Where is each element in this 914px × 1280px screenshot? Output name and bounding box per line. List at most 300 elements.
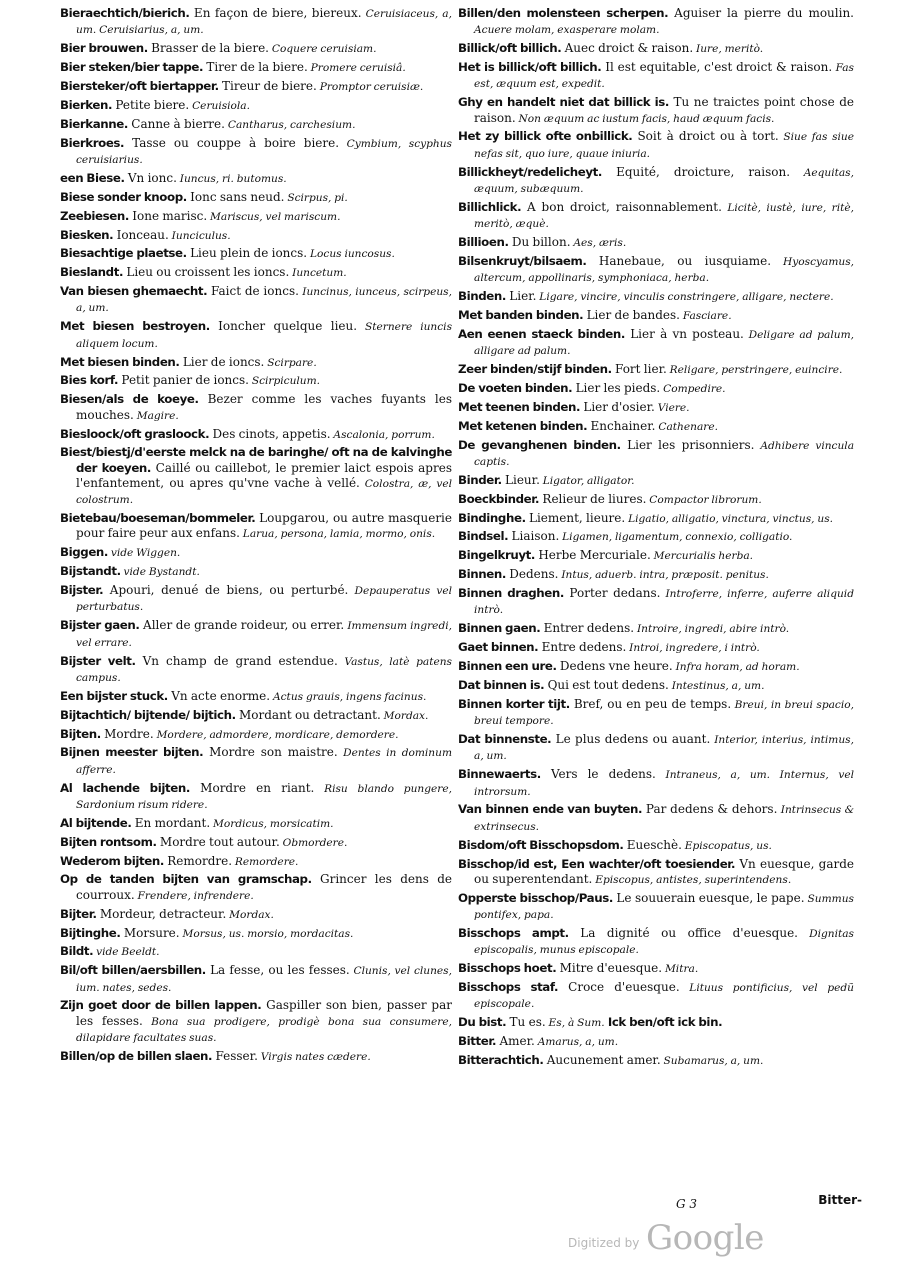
- entry-headword: Bilsenkruyt/bilsaem.: [458, 253, 587, 268]
- entry-french: Lier d'osier.: [580, 399, 655, 414]
- entry-latin: vide Wiggen.: [108, 547, 181, 560]
- entry-latin: Mordax.: [226, 908, 274, 921]
- entry-headword: Bijnen meester bijten.: [60, 745, 204, 760]
- entry-latin: Magire.: [133, 409, 179, 422]
- dictionary-entry: [458, 1015, 854, 1031]
- entry-latin: Locus iuncosus.: [307, 248, 395, 261]
- entry-french: Mitre d'euesque.: [556, 961, 663, 976]
- entry-french: Le souuerain euesque, le pape.: [612, 890, 805, 905]
- entry-latin: Morsus, us. morsio, mordacitas.: [179, 927, 354, 940]
- dictionary-entry: [458, 1034, 854, 1050]
- dictionary-entry: [60, 583, 452, 616]
- entry-latin: Ligare, vincire, vinculis constringere, alligare, nectere.: [536, 291, 834, 304]
- google-watermark: [568, 1218, 868, 1262]
- entry-french: Par dedens & dehors.: [642, 802, 778, 817]
- dictionary-entry: [60, 963, 452, 996]
- dictionary-entry: [60, 190, 452, 206]
- entry-headword: Bier steken/bier tappe.: [60, 60, 204, 75]
- dictionary-entry: [458, 327, 854, 360]
- entry-latin: Colostra, æ, vel colostrum.: [76, 478, 452, 507]
- entry-french: Tu es.: [506, 1015, 546, 1030]
- entry-headword: De voeten binden.: [458, 380, 573, 395]
- entry-french: Enchainer.: [587, 418, 656, 433]
- dictionary-entry: [458, 492, 854, 508]
- entry-latin: Ligator, alligator.: [539, 474, 635, 487]
- entry-latin: Introferre, inferre, auferre aliquid intrò.: [474, 588, 854, 617]
- dictionary-entry: [458, 308, 854, 324]
- entry-french: Aguiser la pierre du moulin.: [668, 6, 854, 20]
- entry-latin: Iuncinus, iunceus, scirpeus, a, um.: [76, 286, 452, 315]
- entry-french: Mordeur, detracteur.: [96, 906, 227, 921]
- dictionary-entry: [458, 381, 854, 397]
- entry-latin: Mordere, admordere, mordicare, demordere.: [153, 728, 399, 741]
- entry-latin: Subamarus, a, um.: [660, 1054, 764, 1067]
- entry-headword: Biersteker/oft biertapper.: [60, 78, 219, 93]
- dictionary-entry: [60, 6, 452, 39]
- watermark-small-text: Digitized by: [568, 1236, 640, 1250]
- entry-headword: Een bijster stuck.: [60, 688, 168, 703]
- entry-french: Gaspiller son bien, passer par les fesses.: [76, 998, 452, 1028]
- entry-headword: Het zy billick ofte onbillick.: [458, 129, 633, 144]
- entry-latin: Promptor ceruisiæ.: [316, 80, 424, 93]
- entry-french: Bref, ou en peu de temps.: [569, 696, 732, 711]
- entry-latin: Fas est, æquum est, expedit.: [474, 62, 854, 91]
- entry-headword: Bijten.: [60, 726, 101, 741]
- entry-headword: Gaet binnen.: [458, 640, 539, 655]
- dictionary-entry: [458, 697, 854, 730]
- entry-latin: Scirpiculum.: [248, 375, 321, 388]
- entry-latin: Scirpare.: [264, 356, 317, 369]
- dictionary-entry: [60, 117, 452, 133]
- entry-headword: Binden.: [458, 289, 506, 304]
- entry-headword: Opperste bisschop/Paus.: [458, 890, 613, 905]
- entry-french: Ione marisc.: [128, 208, 208, 223]
- dictionary-entry: [458, 165, 854, 198]
- entry-latin: Summus pontifex, papa.: [474, 892, 854, 922]
- entry-latin: vide Beeldt.: [93, 946, 160, 959]
- dictionary-entry: [458, 926, 854, 959]
- entry-french: Auec droict & raison.: [561, 41, 694, 56]
- entry-french: Ioncher quelque lieu.: [209, 319, 358, 334]
- entry-french: Ionceau.: [113, 227, 169, 242]
- entry-latin: Immensum ingredi, vel errare.: [76, 620, 452, 649]
- entry-latin: vide Bystandt.: [120, 566, 200, 579]
- dictionary-entry: [60, 60, 452, 76]
- entry-headword: Bierken.: [60, 97, 113, 112]
- entry-french: Herbe Mercuriale.: [535, 548, 651, 563]
- entry-french: Lier de bandes.: [583, 307, 680, 322]
- entry-french: La fesse, ou les fesses.: [205, 963, 350, 978]
- entry-french: Lier les pieds.: [572, 380, 661, 395]
- entry-headword: Bisschop/id est, Een wachter/oft toesiender.: [458, 856, 736, 871]
- dictionary-entry: [60, 835, 452, 851]
- entry-headword: Bindinghe.: [458, 510, 526, 525]
- entry-headword: Bietebau/boeseman/bommeler.: [60, 511, 256, 526]
- entry-latin: Amarus, a, um.: [534, 1036, 619, 1049]
- entry-french: Entrer dedens.: [540, 621, 635, 636]
- entry-latin: Remordere.: [232, 855, 299, 868]
- entry-headword: Bierkroes.: [60, 135, 125, 150]
- entry-headword: Bijter.: [60, 906, 97, 921]
- entry-french: Vn acte enorme.: [167, 688, 271, 703]
- entry-headword: Al bijtende.: [60, 815, 132, 830]
- dictionary-entry: [458, 621, 854, 637]
- entry-latin: Bona sua prodigere, prodigè bona sua consumere, dilapidare facultates suas.: [76, 1015, 452, 1045]
- dictionary-entry: [458, 529, 854, 545]
- entry-latin: Cantharus, carchesium.: [224, 118, 356, 131]
- entry-headword: Biesloock/oft grasloock.: [60, 426, 210, 441]
- dictionary-entry: [60, 944, 452, 960]
- entry-latin: Introire, ingredi, abire intrò.: [634, 623, 790, 636]
- dictionary-entry: [60, 745, 452, 778]
- dictionary-entry: [60, 228, 452, 244]
- entry-french: Lieu plein de ioncs.: [186, 246, 308, 261]
- entry-headword: Met biesen bestroyen.: [60, 319, 210, 334]
- entry-headword: Bierkanne.: [60, 116, 128, 131]
- entry-latin: Iuncus, ri. butomus.: [176, 172, 287, 185]
- entry-french: Apouri, denué de biens, ou perturbé.: [103, 583, 349, 598]
- dictionary-entry: [458, 438, 854, 471]
- entry-latin: Mordax.: [380, 709, 429, 722]
- dictionary-entry: [458, 362, 854, 378]
- entry-headword: Met ketenen binden.: [458, 418, 588, 433]
- entry-french: Canne à bierre.: [127, 116, 225, 131]
- entry-headword: Binnen een ure.: [458, 659, 557, 674]
- entry-headword: Billickheyt/redelicheyt.: [458, 164, 602, 179]
- entry-headword: Van biesen ghemaecht.: [60, 284, 208, 299]
- entry-french: Qui est tout dedens.: [544, 678, 669, 693]
- dictionary-entry: [458, 586, 854, 619]
- entry-latin: Depauperatus vel perturbatus.: [76, 585, 452, 614]
- entry-french: Faict de ioncs.: [207, 284, 299, 299]
- dictionary-entry: [458, 732, 854, 765]
- entry-french: Lieu ou croissent les ioncs.: [123, 265, 290, 280]
- entry-latin: Breui, in breui spacio, breui tempore.: [474, 698, 855, 728]
- entry-french: Lier à vn posteau.: [624, 326, 744, 341]
- dictionary-entry: [60, 319, 452, 352]
- entry-headword: Bijten rontsom.: [60, 834, 157, 849]
- dictionary-entry: [458, 129, 854, 162]
- dictionary-entry: [458, 60, 854, 93]
- entry-french: Lier de ioncs.: [179, 354, 265, 369]
- entry-latin: Ascalonia, porrum.: [330, 428, 435, 441]
- entry-latin: Licitè, iustè, iure, ritè, meritò, æquè.: [474, 201, 854, 231]
- watermark-logo-text: Google: [646, 1218, 764, 1258]
- entry-latin: Intestinus, a, um.: [668, 680, 765, 693]
- entry-headword: Billen/den molensteen scherpen.: [458, 6, 669, 20]
- entry-latin: Clunis, vel clunes, ium. nates, sedes.: [76, 965, 452, 994]
- entry-french: Tu ne traictes point chose de raison.: [474, 95, 854, 125]
- dictionary-entry: [60, 373, 452, 389]
- dictionary-entry: [458, 678, 854, 694]
- entry-french: Ionc sans neud.: [186, 189, 285, 204]
- catchword: Bitter-: [818, 1193, 862, 1207]
- entry-french: Tirer de la biere.: [203, 60, 308, 75]
- dictionary-entry: [458, 1053, 854, 1069]
- dictionary-entry: [60, 392, 452, 424]
- dictionary-entry: [60, 98, 452, 114]
- dictionary-entry: [60, 618, 452, 651]
- entry-headword: Van binnen ende van buyten.: [458, 802, 643, 817]
- dictionary-entry: [60, 355, 452, 371]
- entry-french: Fesser.: [212, 1048, 258, 1063]
- entry-headword: Biggen.: [60, 545, 109, 560]
- entry-headword: Binnewaerts.: [458, 767, 541, 782]
- entry-headword: Aen eenen staeck binden.: [458, 326, 625, 341]
- entry-headword: Bijtinghe.: [60, 925, 121, 940]
- dictionary-entry: [458, 200, 854, 233]
- entry-headword: Al lachende bijten.: [60, 780, 190, 795]
- entry-french: Vn ionc.: [124, 170, 177, 185]
- entry-latin: Scirpus, pi.: [284, 191, 348, 204]
- entry-latin: Mitra.: [662, 963, 699, 976]
- entry-latin: Larua, persona, lamia, mormo, onis.: [239, 528, 436, 541]
- entry-latin: Aequitas, æquum, subæquum.: [474, 166, 854, 195]
- entry-headword: Bindsel.: [458, 529, 509, 544]
- entry-french: Mordre tout autour.: [156, 834, 280, 849]
- dictionary-entry: [60, 545, 452, 561]
- dictionary-entry: [458, 400, 854, 416]
- entry-latin: Ceruisiola.: [189, 99, 250, 112]
- entry-french: Grincer les dens de courroux.: [76, 872, 452, 902]
- entry-latin: Intus, aduerb. intra, præposit. penitus.: [558, 569, 769, 582]
- entry-french: En mordant.: [131, 815, 211, 830]
- entry-headword: Op de tanden bijten van gramschap.: [60, 872, 312, 887]
- entry-french: Du billon.: [508, 235, 571, 250]
- dictionary-entry: [60, 727, 452, 743]
- dictionary-entry: [60, 781, 452, 814]
- entry-latin: Fasciare.: [679, 309, 732, 322]
- entry-french: Liaison.: [508, 529, 560, 544]
- entry-headword: Bitter.: [458, 1034, 497, 1049]
- entry-french: Remordre.: [163, 853, 233, 868]
- page-signature: G 3: [676, 1197, 698, 1211]
- dictionary-entry: [60, 284, 452, 317]
- entry-latin: Deligare ad palum, alligare ad palum.: [474, 328, 854, 358]
- entry-latin: Frendere, infrendere.: [134, 889, 254, 902]
- entry-headword: Met biesen binden.: [60, 354, 180, 369]
- dictionary-entry: [458, 980, 854, 1013]
- dictionary-entry: [60, 79, 452, 95]
- entry-french: Des cinots, appetis.: [209, 426, 331, 441]
- entry-latin: Siue fas siue nefas sit, quo iure, quaue iniuria.: [474, 131, 854, 160]
- entry-headword: Dat binnen is.: [458, 678, 545, 693]
- entry-headword: Du bist.: [458, 1015, 507, 1030]
- dictionary-entry: [458, 41, 854, 57]
- entry-french: Le plus dedens ou auant.: [551, 732, 711, 747]
- dictionary-entry: [60, 209, 452, 225]
- entry-headword: Bier brouwen.: [60, 41, 148, 56]
- entry-french: Dedens.: [505, 567, 559, 582]
- entry-french: Petit panier de ioncs.: [118, 373, 249, 388]
- entry-headword: Zeebiesen.: [60, 208, 129, 223]
- entry-headword: Bijtachtich/ bijtende/ bijtich.: [60, 707, 236, 722]
- dictionary-entry: [458, 289, 854, 305]
- dictionary-entry: [458, 659, 854, 675]
- entry-french: Loupgarou, ou autre masquerie pour faire peur aux enfans.: [76, 511, 452, 541]
- entry-headword: Wederom bijten.: [60, 853, 164, 868]
- entry-french: Croce d'euesque.: [558, 980, 680, 994]
- entry-latin: Risu blando pungere, Sardonium risum ridere.: [76, 782, 452, 811]
- entry-latin: Aes, æris.: [570, 237, 627, 250]
- entry-french: Aller de grande roideur, ou errer.: [139, 618, 345, 633]
- entry-french: La dignité ou office d'euesque.: [568, 925, 798, 940]
- entry-latin: Cathenare.: [655, 420, 718, 433]
- entry-headword: Bijster.: [60, 583, 104, 598]
- entry-french: Liement, lieure.: [525, 510, 626, 525]
- dictionary-entry: [458, 254, 854, 287]
- entry-headword: Bijster velt.: [60, 653, 136, 668]
- entry-headword: Biesen/als de koeye.: [60, 392, 199, 407]
- dictionary-entry: [60, 445, 452, 508]
- entry-latin: Es, à Sum.: [545, 1017, 605, 1030]
- entry-latin: Iunciculus.: [168, 229, 231, 242]
- entry-headword: Binnen korter tijt.: [458, 696, 570, 711]
- entry-headword: Biest/biestj/d'eerste melck na de baringhe/ oft na de kalvinghe der koeyen.: [60, 445, 452, 475]
- entry-headword: Zeer binden/stijf binden.: [458, 362, 612, 377]
- dictionary-entry: [60, 427, 452, 443]
- entry-latin: Sternere iuncis aliquem locum.: [76, 321, 453, 350]
- entry-latin: Mariscus, vel mariscum.: [207, 210, 341, 223]
- entry-latin: Cymbium, scyphus ceruisiarius.: [76, 137, 452, 166]
- dictionary-entry: [60, 511, 452, 543]
- dictionary-entry: [458, 857, 854, 889]
- entry-headword: Bies korf.: [60, 373, 119, 388]
- entry-french: Fort lier.: [611, 362, 667, 377]
- entry-latin: Dentes in dominum afferre.: [76, 747, 452, 776]
- entry-headword: Bisschops staf.: [458, 980, 559, 994]
- entry-headword-secondary: Ick ben/oft ick bin.: [604, 1015, 723, 1030]
- entry-headword: Bieslandt.: [60, 265, 124, 280]
- entry-latin: Mordicus, morsicatim.: [210, 817, 334, 830]
- dictionary-entry: [60, 816, 452, 832]
- entry-headword: Bisschops ampt.: [458, 925, 569, 940]
- entry-latin: Promere ceruisiâ.: [307, 62, 406, 75]
- dictionary-entry: [458, 567, 854, 583]
- dictionary-entry: [60, 998, 452, 1046]
- entry-latin: Ligamen, ligamentum, connexio, colligatio.: [559, 531, 793, 544]
- entry-headword: Met banden binden.: [458, 307, 584, 322]
- dictionary-entry: [458, 640, 854, 656]
- dictionary-entry: [458, 511, 854, 527]
- entry-headword: Billioen.: [458, 235, 509, 250]
- entry-french: Vn euesque, garde ou superentendant.: [474, 856, 854, 886]
- dictionary-entry: [458, 95, 854, 127]
- entry-headword: Met teenen binden.: [458, 399, 581, 414]
- entry-headword: Billen/op de billen slaen.: [60, 1048, 213, 1063]
- entry-french: Bezer comme les vaches fuyants les mouches.: [76, 392, 452, 422]
- dictionary-entry: [60, 926, 452, 942]
- entry-french: Morsure.: [120, 925, 180, 940]
- entry-headword: Zijn goet door de billen lappen.: [60, 998, 262, 1013]
- entry-latin: Iuncetum.: [289, 267, 347, 280]
- dictionary-entry: [60, 136, 452, 169]
- entry-headword: Bingelkruyt.: [458, 548, 535, 563]
- dictionary-entry: [458, 473, 854, 489]
- entry-latin: Interior, interius, intimus, a, um.: [474, 734, 854, 763]
- entry-headword: Bisdom/oft Bisschopsdom.: [458, 837, 624, 852]
- entry-french: Soit à droict ou à tort.: [632, 129, 779, 144]
- entry-latin: Virgis nates cædere.: [257, 1050, 371, 1063]
- entry-headword: Bisschops hoet.: [458, 961, 557, 976]
- entry-latin: Iure, meritò.: [693, 43, 764, 56]
- dictionary-entry: [458, 802, 854, 835]
- dictionary-entry: [60, 854, 452, 870]
- entry-french: Porter dedans.: [563, 586, 661, 601]
- entry-french: Tasse ou couppe à boire biere.: [124, 135, 340, 150]
- entry-headword: Bitterachtich.: [458, 1052, 544, 1067]
- entry-latin: Obmordere.: [279, 836, 348, 849]
- entry-headword: Bijstandt.: [60, 564, 121, 579]
- dictionary-entry: [458, 961, 854, 977]
- entry-french: Vn champ de grand estendue.: [135, 653, 338, 668]
- entry-french: Mordre son maistre.: [203, 745, 338, 760]
- dictionary-entry: [458, 838, 854, 854]
- dictionary-entry: [60, 654, 452, 687]
- dictionary-entry: [458, 235, 854, 251]
- entry-french: Eueschè.: [623, 837, 682, 852]
- entry-french: Aucunement amer.: [543, 1052, 661, 1067]
- left-column: [60, 6, 452, 1068]
- entry-headword: Bijster gaen.: [60, 618, 140, 633]
- dictionary-entry: [60, 246, 452, 262]
- entry-french: Caillé ou caillebot, le premier laict espois apres l'enfantement, ou apres qu'vne vache à vellé.: [76, 460, 452, 490]
- dictionary-entry: [60, 41, 452, 57]
- entry-french: Lieur.: [501, 472, 540, 487]
- entry-french: Relieur de liures.: [539, 491, 647, 506]
- entry-french: Hanebaue, ou iusquiame.: [586, 253, 772, 268]
- entry-latin: Vastus, latè patens campus.: [76, 655, 452, 684]
- entry-french: Mordre.: [100, 726, 154, 741]
- entry-french: Lier les prisonniers.: [620, 437, 755, 452]
- entry-latin: Lituus pontificius, vel pedũ episcopale.: [474, 982, 854, 1011]
- entry-french: A bon droict, raisonnablement.: [521, 199, 722, 214]
- entry-headword: Billick/oft billich.: [458, 41, 562, 56]
- dictionary-entry: [60, 564, 452, 580]
- entry-headword: De gevanghenen binden.: [458, 437, 621, 452]
- entry-latin: Ceruisiaceus, a, um. Ceruisiarius, a, um.: [76, 8, 452, 37]
- entry-headword: Biesachtige plaetse.: [60, 246, 187, 261]
- entry-headword: Binnen.: [458, 567, 506, 582]
- entry-latin: Episcopatus, us.: [681, 839, 772, 852]
- entry-latin: Acuere molam, exasperare molam.: [474, 24, 660, 37]
- right-column: [458, 6, 854, 1072]
- entry-latin: Non æquum ac iustum facis, haud æquum facis.: [515, 112, 775, 125]
- entry-headword: een Biese.: [60, 170, 125, 185]
- entry-french: Amer.: [496, 1034, 535, 1049]
- entry-latin: Dignitas episcopalis, munus episcopale.: [474, 927, 854, 957]
- entry-latin: Infra horam, ad horam.: [672, 661, 800, 674]
- entry-headword: Biese sonder knoop.: [60, 189, 187, 204]
- entry-headword: Boeckbinder.: [458, 491, 540, 506]
- dictionary-entry: [458, 891, 854, 924]
- entry-latin: Religare, perstringere, euincire.: [666, 364, 843, 377]
- entry-french: Vers le dedens.: [540, 767, 656, 782]
- dictionary-entry: [458, 548, 854, 564]
- dictionary-entry: [60, 689, 452, 705]
- entry-latin: Episcopus, antistes, superintendens.: [592, 873, 792, 886]
- entry-french: Tireur de biere.: [218, 78, 317, 93]
- dictionary-entry: [458, 767, 854, 800]
- entry-headword: Bieraechtich/bierich.: [60, 6, 190, 20]
- entry-french: Equité, droicture, raison.: [602, 164, 791, 179]
- entry-latin: Introi, ingredere, i intrò.: [626, 642, 760, 655]
- entry-latin: Coquere ceruisiam.: [268, 43, 377, 56]
- entry-french: Petite biere.: [112, 97, 190, 112]
- entry-french: Mordant ou detractant.: [235, 707, 381, 722]
- entry-french: Il est equitable, c'est droict & raison.: [601, 60, 833, 75]
- entry-headword: Bildt.: [60, 944, 94, 959]
